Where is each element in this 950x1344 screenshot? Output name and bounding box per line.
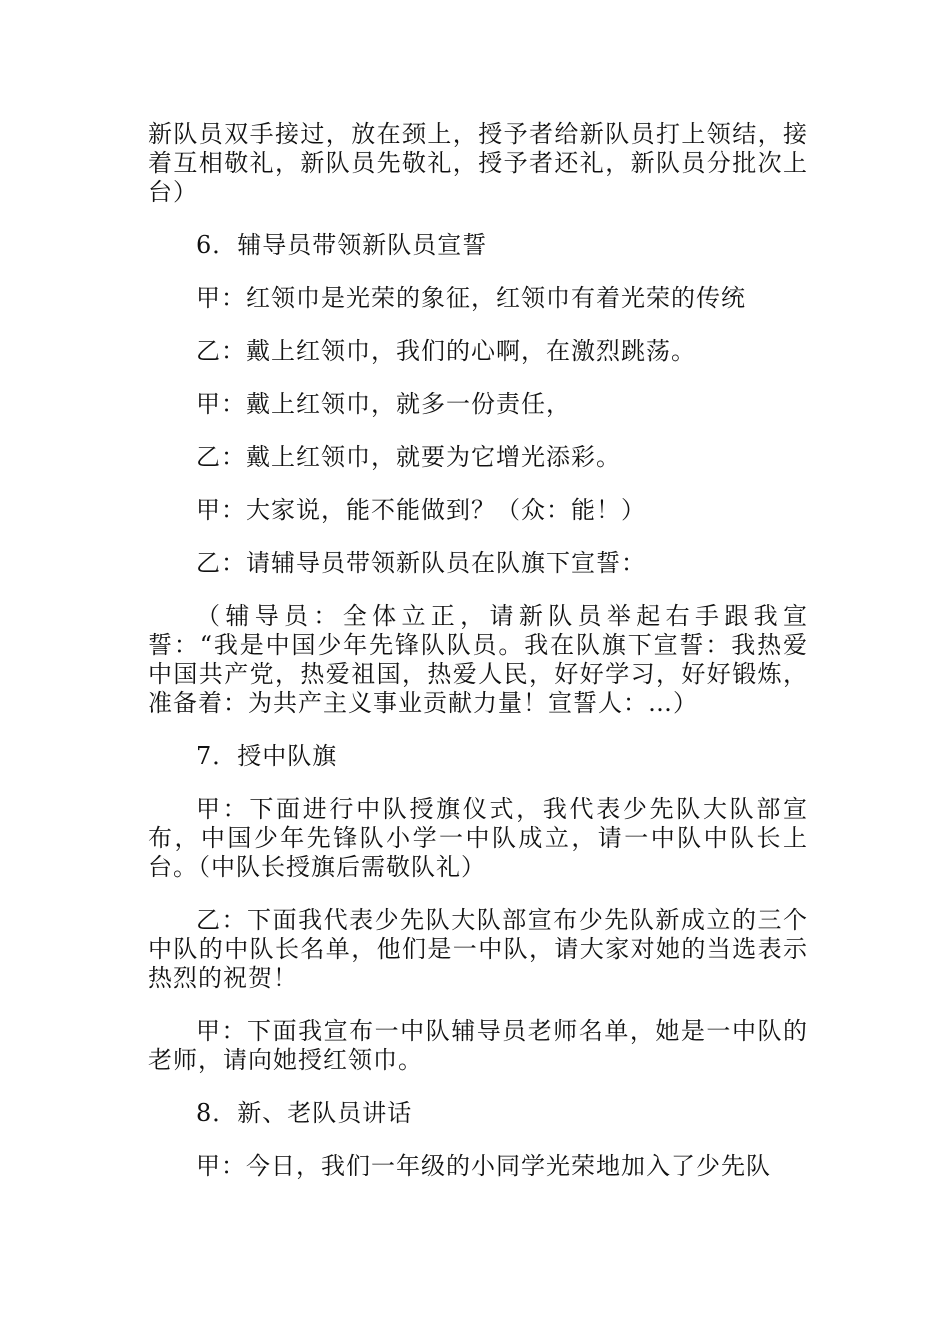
dialogue-line: 乙：戴上红领巾，我们的心啊，在激烈跳荡。 — [196, 337, 696, 365]
oath-paragraph: （辅导员：全体立正，请新队员举起右手跟我宣誓：“我是中国少年先锋队队员。我在队旗下宣誓：我热爱中国共产党，热爱祖国，热爱人民，好好学习，好好锻炼，准备着：为共产主义事业贡献力量！宣誓人：…） — [148, 602, 808, 717]
dialogue-line: 乙：下面我代表少先队大队部宣布少先队新成立的三个中队的中队长名单，他们是一中队，请大家对她的当选表示热烈的祝贺！ — [148, 906, 808, 992]
dialogue-line: 甲：今日，我们一年级的小同学光荣地加入了少先队 — [196, 1152, 771, 1180]
dialogue-line: 甲：戴上红领巾，就多一份责任， — [196, 390, 571, 418]
document-page — [148, 120, 808, 1205]
dialogue-line: 甲：下面我宣布一中队辅导员老师名单，她是一中队的老师，请向她授红领巾。 — [148, 1017, 808, 1074]
paragraph-continued-ceremony: 新队员双手接过，放在颈上，授予者给新队员打上领结，接着互相敬礼，新队员先敬礼，授予者还礼，新队员分批次上台） — [148, 120, 808, 206]
dialogue-line: 甲：下面进行中队授旗仪式，我代表少先队大队部宣布，中国少年先锋队小学一中队成立，请一中队中队长上台。（中队长授旗后需敬队礼） — [148, 795, 808, 881]
section-heading-7: 7．授中队旗 — [196, 742, 338, 770]
section-heading-8: 8．新、老队员讲话 — [196, 1099, 413, 1127]
dialogue-line: 乙：戴上红领巾，就要为它增光添彩。 — [196, 443, 621, 471]
dialogue-line: 乙：请辅导员带领新队员在队旗下宣誓： — [196, 549, 646, 577]
dialogue-line: 甲：大家说，能不能做到？（众：能！） — [196, 496, 646, 524]
section-heading-6: 6．辅导员带领新队员宣誓 — [196, 231, 488, 259]
dialogue-line: 甲：红领巾是光荣的象征，红领巾有着光荣的传统 — [196, 284, 746, 312]
